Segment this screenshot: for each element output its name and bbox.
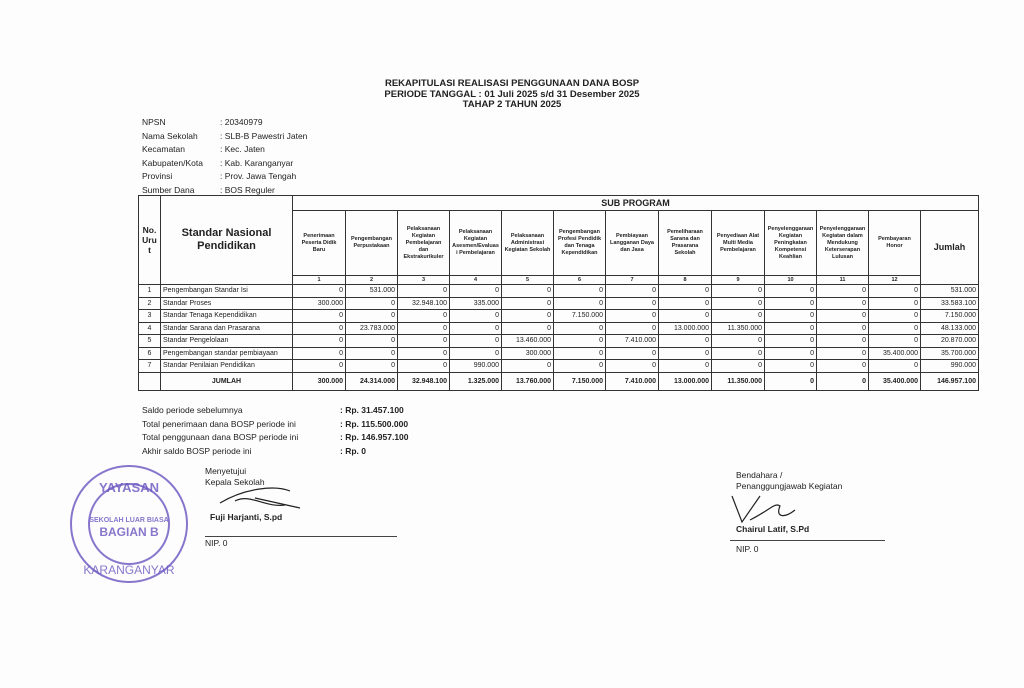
approval-label: Menyetujui bbox=[205, 466, 247, 476]
cell-value: 7.410.000 bbox=[606, 335, 659, 348]
column-number: 9 bbox=[712, 276, 765, 285]
cell-value: 300.000 bbox=[293, 297, 346, 310]
signature-line bbox=[205, 536, 397, 537]
cell-value: 0 bbox=[659, 285, 712, 298]
summary-row bbox=[142, 431, 409, 445]
column-header: Penerimaan Peserta Didik Baru bbox=[293, 211, 346, 276]
total-header: Jumlah bbox=[921, 211, 979, 285]
summary-value: : Rp. 31.457.100 bbox=[340, 405, 404, 415]
info-label: NPSN bbox=[142, 117, 166, 127]
cell-value: 0 bbox=[659, 310, 712, 323]
cell-value: 0 bbox=[293, 347, 346, 360]
row-number: 2 bbox=[139, 297, 161, 310]
cell-value: 0 bbox=[502, 285, 554, 298]
cell-value: 0 bbox=[869, 310, 921, 323]
cell-value: 0 bbox=[659, 347, 712, 360]
summary-label: Akhir saldo BOSP periode ini bbox=[142, 445, 252, 456]
cell-value: 0 bbox=[346, 347, 398, 360]
column-header: Pengembangan Perpustakaan bbox=[346, 211, 398, 276]
cell-value: 0 bbox=[765, 335, 817, 348]
column-header: Pengembangan Profesi Pendidik dan Tenaga Kependidikan bbox=[554, 211, 606, 276]
info-value: : Kec. Jaten bbox=[220, 144, 265, 155]
no-header: No. Urut bbox=[139, 196, 161, 285]
table-row bbox=[139, 360, 979, 373]
column-number: 1 bbox=[293, 276, 346, 285]
column-number: 4 bbox=[450, 276, 502, 285]
info-row bbox=[142, 143, 307, 157]
column-header: Pembayaran Honor bbox=[869, 211, 921, 276]
cell-value: 0 bbox=[398, 310, 450, 323]
column-header: Penyediaan Alat Multi Media Pembelajaran bbox=[712, 211, 765, 276]
info-value: : Prov. Jawa Tengah bbox=[220, 171, 297, 182]
row-total: 990.000 bbox=[921, 360, 979, 373]
column-number: 7 bbox=[606, 276, 659, 285]
column-number: 10 bbox=[765, 276, 817, 285]
signature-line bbox=[730, 540, 885, 541]
row-total: 35.700.000 bbox=[921, 347, 979, 360]
summary-label: Total penggunaan dana BOSP periode ini bbox=[142, 432, 299, 443]
cell-value: 0 bbox=[712, 297, 765, 310]
standard-name: Standar Pengelolaan bbox=[161, 335, 293, 348]
principal-nip: NIP. 0 bbox=[205, 538, 228, 548]
cell-value: 0 bbox=[554, 335, 606, 348]
cell-value: 0 bbox=[293, 335, 346, 348]
cell-value: 0 bbox=[450, 310, 502, 323]
column-header: Penyelenggaraan Kegiatan dalam Mendukung Keterserapan Lulusan bbox=[817, 211, 869, 276]
cell-value: 0 bbox=[554, 360, 606, 373]
cell-value: 0 bbox=[554, 322, 606, 335]
cell-value: 35.400.000 bbox=[869, 347, 921, 360]
cell-value: 0 bbox=[293, 360, 346, 373]
svg-text:KARANGANYAR: KARANGANYAR bbox=[83, 563, 175, 577]
column-total: 32.948.100 bbox=[398, 372, 450, 390]
cell-value: 0 bbox=[765, 310, 817, 323]
cell-value: 0 bbox=[554, 285, 606, 298]
cell-value: 0 bbox=[346, 335, 398, 348]
cell-value: 0 bbox=[817, 347, 869, 360]
cell-value: 0 bbox=[606, 297, 659, 310]
standard-name: Pengembangan Standar Isi bbox=[161, 285, 293, 298]
info-label: Provinsi bbox=[142, 171, 173, 182]
cell-value: 0 bbox=[712, 347, 765, 360]
column-number: 11 bbox=[817, 276, 869, 285]
summary-row bbox=[142, 404, 409, 418]
info-value: : Kab. Karanganyar bbox=[220, 157, 294, 168]
column-number: 6 bbox=[554, 276, 606, 285]
info-label: Nama Sekolah bbox=[142, 130, 198, 141]
info-label: Kecamatan bbox=[142, 144, 185, 155]
summary-label: Saldo periode sebelumnya bbox=[142, 405, 243, 415]
row-total: 7.150.000 bbox=[921, 310, 979, 323]
cell-value: 0 bbox=[554, 347, 606, 360]
balance-summary bbox=[142, 404, 409, 458]
column-total: 35.400.000 bbox=[869, 372, 921, 390]
cell-value: 0 bbox=[817, 310, 869, 323]
column-header: Pelaksanaan Kegiatan Pembelajaran dan Ekstrakurikuler bbox=[398, 211, 450, 276]
cell-value: 0 bbox=[606, 347, 659, 360]
column-number: 5 bbox=[502, 276, 554, 285]
cell-value: 0 bbox=[869, 285, 921, 298]
cell-value: 32.948.100 bbox=[398, 297, 450, 310]
totals-row bbox=[139, 372, 979, 390]
info-value: : BOS Reguler bbox=[220, 184, 275, 195]
treasurer-title: Penanggungjawab Kegiatan bbox=[736, 481, 843, 491]
svg-text:SEKOLAH LUAR BIASA: SEKOLAH LUAR BIASA bbox=[89, 517, 169, 524]
cell-value: 0 bbox=[869, 360, 921, 373]
info-row bbox=[142, 116, 307, 130]
cell-value: 0 bbox=[398, 347, 450, 360]
table-row bbox=[139, 285, 979, 298]
info-value: : SLB-B Pawestri Jaten bbox=[220, 130, 308, 141]
column-total: 7.410.000 bbox=[606, 372, 659, 390]
cell-value: 13.000.000 bbox=[659, 322, 712, 335]
info-value: : 20340979 bbox=[220, 117, 263, 127]
treasurer-name: Chairul Latif, S.Pd bbox=[736, 524, 810, 534]
standard-header: Standar Nasional Pendidikan bbox=[161, 196, 293, 285]
table-row bbox=[139, 335, 979, 348]
cell-value: 0 bbox=[817, 335, 869, 348]
document-stage: TAHAP 2 TAHUN 2025 bbox=[462, 99, 562, 110]
column-total: 11.350.000 bbox=[712, 372, 765, 390]
row-number: 1 bbox=[139, 285, 161, 298]
cell-value: 0 bbox=[869, 297, 921, 310]
cell-value: 0 bbox=[869, 335, 921, 348]
cell-value: 0 bbox=[398, 322, 450, 335]
cell-value: 0 bbox=[869, 322, 921, 335]
cell-value: 0 bbox=[502, 322, 554, 335]
info-row bbox=[142, 130, 307, 144]
sub-program-header: SUB PROGRAM bbox=[293, 196, 979, 211]
cell-value: 0 bbox=[659, 360, 712, 373]
table-row bbox=[139, 310, 979, 323]
standard-name: Standar Penilaian Pendidikan bbox=[161, 360, 293, 373]
school-stamp bbox=[62, 462, 197, 587]
cell-value: 0 bbox=[765, 285, 817, 298]
info-label: Kabupaten/Kota bbox=[142, 157, 203, 168]
cell-value: 11.350.000 bbox=[712, 322, 765, 335]
cell-value: 0 bbox=[817, 297, 869, 310]
cell-value: 0 bbox=[450, 322, 502, 335]
column-number: 12 bbox=[869, 276, 921, 285]
row-number: 4 bbox=[139, 322, 161, 335]
column-header: Penyelenggaraan Kegiatan Peningkatan Kompetensi Keahlian bbox=[765, 211, 817, 276]
cell-value: 0 bbox=[765, 360, 817, 373]
row-number: 3 bbox=[139, 310, 161, 323]
treasurer-signature bbox=[730, 494, 810, 524]
column-total: 1.325.000 bbox=[450, 372, 502, 390]
cell-value: 0 bbox=[712, 285, 765, 298]
column-total: 300.000 bbox=[293, 372, 346, 390]
column-number: 2 bbox=[346, 276, 398, 285]
cell-value: 0 bbox=[817, 322, 869, 335]
column-total: 0 bbox=[817, 372, 869, 390]
column-total: 0 bbox=[765, 372, 817, 390]
totals-label: JUMLAH bbox=[161, 372, 293, 390]
cell-value: 0 bbox=[398, 335, 450, 348]
cell-value: 0 bbox=[293, 310, 346, 323]
cell-value: 0 bbox=[817, 285, 869, 298]
table-row bbox=[139, 347, 979, 360]
svg-text:YAYASAN: YAYASAN bbox=[99, 480, 159, 495]
cell-value: 0 bbox=[606, 285, 659, 298]
right-signature-block bbox=[736, 470, 842, 492]
cell-value: 0 bbox=[293, 285, 346, 298]
summary-value: : Rp. 0 bbox=[340, 445, 366, 456]
row-total: 20.870.000 bbox=[921, 335, 979, 348]
info-row bbox=[142, 157, 307, 171]
info-label: Sumber Dana bbox=[142, 184, 195, 195]
column-header: Pembiayaan Langganan Daya dan Jasa bbox=[606, 211, 659, 276]
cell-value: 0 bbox=[346, 297, 398, 310]
treasurer-nip: NIP. 0 bbox=[736, 544, 759, 554]
table-row bbox=[139, 297, 979, 310]
principal-name: Fuji Harjanti, S.pd bbox=[210, 512, 283, 522]
column-total: 13.000.000 bbox=[659, 372, 712, 390]
document-period: PERIODE TANGGAL : 01 Juli 2025 s/d 31 Desember 2025 bbox=[384, 89, 640, 100]
cell-value: 531.000 bbox=[346, 285, 398, 298]
cell-value: 13.460.000 bbox=[502, 335, 554, 348]
cell-value: 0 bbox=[502, 310, 554, 323]
cell-value: 0 bbox=[450, 285, 502, 298]
cell-value: 0 bbox=[554, 297, 606, 310]
info-row bbox=[142, 170, 307, 184]
cell-value: 0 bbox=[346, 310, 398, 323]
cell-value: 300.000 bbox=[502, 347, 554, 360]
row-number: 5 bbox=[139, 335, 161, 348]
cell-value: 0 bbox=[765, 347, 817, 360]
school-info bbox=[142, 116, 307, 198]
cell-value: 0 bbox=[712, 360, 765, 373]
cell-value: 0 bbox=[502, 360, 554, 373]
standard-name: Standar Tenaga Kependidikan bbox=[161, 310, 293, 323]
cell-value: 0 bbox=[712, 310, 765, 323]
svg-text:BAGIAN B: BAGIAN B bbox=[99, 525, 159, 539]
cell-value: 0 bbox=[765, 297, 817, 310]
row-total: 33.583.100 bbox=[921, 297, 979, 310]
column-number: 3 bbox=[398, 276, 450, 285]
column-number: 8 bbox=[659, 276, 712, 285]
cell-value: 0 bbox=[398, 285, 450, 298]
column-total: 24.314.000 bbox=[346, 372, 398, 390]
column-header: Pemeliharaan Sarana dan Prasarana Sekolah bbox=[659, 211, 712, 276]
standard-name: Pengembangan standar pembiayaan bbox=[161, 347, 293, 360]
budget-table bbox=[138, 195, 979, 391]
cell-value: 0 bbox=[398, 360, 450, 373]
cell-value: 335.000 bbox=[450, 297, 502, 310]
document-title: REKAPITULASI REALISASI PENGGUNAAN DANA BOSP bbox=[384, 78, 640, 89]
cell-value: 0 bbox=[712, 335, 765, 348]
row-total: 531.000 bbox=[921, 285, 979, 298]
table-row bbox=[139, 322, 979, 335]
cell-value: 0 bbox=[659, 335, 712, 348]
cell-value: 0 bbox=[606, 310, 659, 323]
treasurer-label: Bendahara / bbox=[736, 470, 783, 480]
summary-value: : Rp. 146.957.100 bbox=[340, 432, 409, 443]
grand-total: 146.957.100 bbox=[921, 372, 979, 390]
row-number: 6 bbox=[139, 347, 161, 360]
cell-value: 990.000 bbox=[450, 360, 502, 373]
cell-value: 0 bbox=[502, 297, 554, 310]
principal-signature bbox=[215, 483, 305, 513]
summary-row bbox=[142, 418, 409, 432]
empty-cell bbox=[139, 372, 161, 390]
cell-value: 0 bbox=[346, 360, 398, 373]
cell-value: 0 bbox=[765, 322, 817, 335]
standard-name: Standar Proses bbox=[161, 297, 293, 310]
summary-label: Total penerimaan dana BOSP periode ini bbox=[142, 418, 296, 429]
cell-value: 0 bbox=[293, 322, 346, 335]
row-number: 7 bbox=[139, 360, 161, 373]
cell-value: 23.783.000 bbox=[346, 322, 398, 335]
cell-value: 0 bbox=[606, 360, 659, 373]
cell-value: 0 bbox=[817, 360, 869, 373]
cell-value: 7.150.000 bbox=[554, 310, 606, 323]
cell-value: 0 bbox=[450, 335, 502, 348]
column-header: Pelaksanaan Administrasi Kegiatan Sekolah bbox=[502, 211, 554, 276]
standard-name: Standar Sarana dan Prasarana bbox=[161, 322, 293, 335]
cell-value: 0 bbox=[606, 322, 659, 335]
column-total: 7.150.000 bbox=[554, 372, 606, 390]
row-total: 48.133.000 bbox=[921, 322, 979, 335]
cell-value: 0 bbox=[659, 297, 712, 310]
cell-value: 0 bbox=[450, 347, 502, 360]
summary-value: : Rp. 115.500.000 bbox=[340, 418, 409, 429]
column-header: Pelaksanaan Kegiatan Asesmen/Evaluasi Pembelajaran bbox=[450, 211, 502, 276]
summary-row bbox=[142, 445, 409, 459]
column-total: 13.760.000 bbox=[502, 372, 554, 390]
principal-title: Kepala Sekolah bbox=[205, 477, 265, 487]
